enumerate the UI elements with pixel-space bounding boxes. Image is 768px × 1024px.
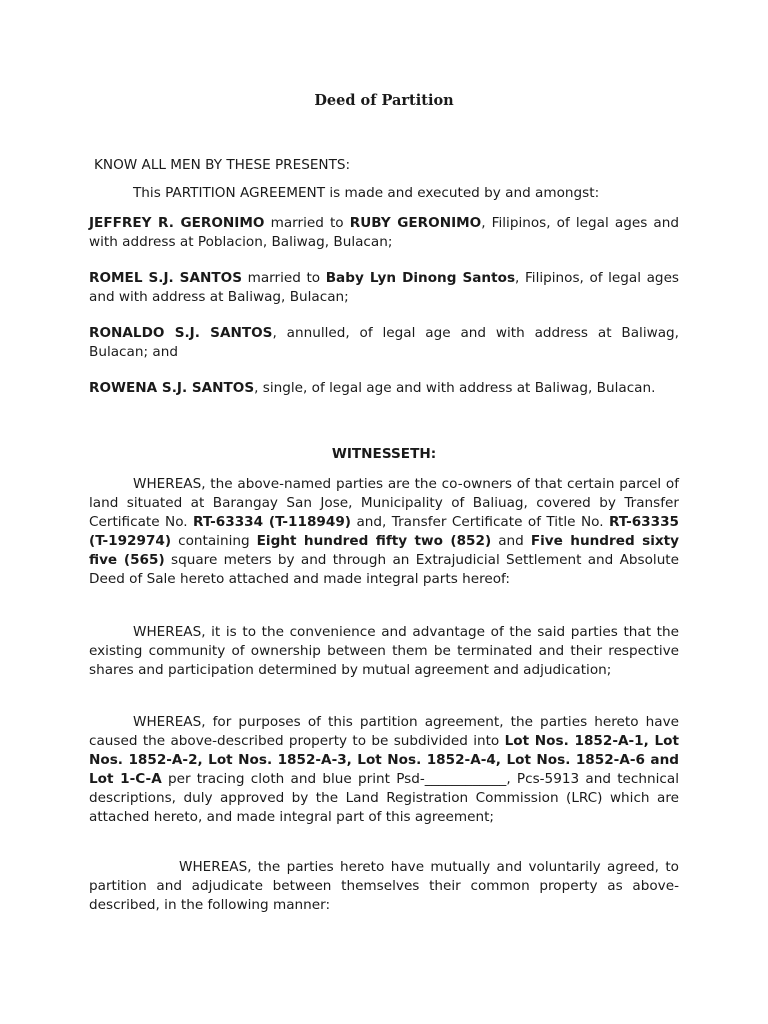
party-text: married to	[241, 270, 326, 286]
whereas-text: per tracing cloth and blue print Psd-____________, Pcs-5913 and technical descriptions, duly approved by the Land Registration Commission (LRC) which are attached hereto, and made integral part of this agreement;	[89, 771, 679, 825]
whereas-text: WHEREAS, for purposes of this partition agreement, the parties hereto have caused the above-described property to be subdivided into	[89, 714, 679, 749]
party-paragraph	[89, 214, 679, 252]
whereas-text: WHEREAS, the above-named parties are the co-owners of that certain parcel of land situated at Barangay San Jose, Municipality of Baliuag, covered by Transfer Certificate No.	[89, 476, 679, 530]
party-text: , Filipinos, of legal ages and with address at Poblacion, Baliwag, Bulacan;	[89, 215, 679, 250]
party-text: , single, of legal age and with address at Baliwag, Bulacan.	[254, 380, 656, 396]
party-name: ROWENA S.J. SANTOS	[89, 380, 255, 396]
party-spouse: Baby Lyn Dinong Santos	[325, 270, 516, 286]
whereas-bold: Five hundred sixty five (565)	[89, 533, 680, 568]
party-text: married to	[264, 215, 350, 231]
witnesseth-heading: WITNESSETH:	[331, 446, 437, 462]
document-title: Deed of Partition	[314, 92, 454, 109]
opening-line: This PARTITION AGREEMENT is made and executed by and amongst:	[133, 185, 600, 201]
whereas-text: WHEREAS, the parties hereto have mutually and voluntarily agreed, to partition and adjudicate between themselves their common property as above-described, in the following manner:	[89, 859, 679, 913]
party-name: ROMEL S.J. SANTOS	[89, 270, 242, 286]
whereas-text: square meters by and through an Extrajudicial Settlement and Absolute Deed of Sale hereto attached and made integral parts hereof:	[89, 552, 679, 587]
whereas-text: containing	[171, 533, 257, 549]
party-paragraph	[89, 324, 679, 362]
whereas-paragraph	[89, 858, 679, 915]
whereas-bold: Eight hundred fifty two (852)	[256, 533, 492, 549]
party-paragraph	[89, 379, 679, 398]
whereas-bold: RT-63334 (T-118949)	[193, 514, 352, 530]
whereas-text: WHEREAS, it is to the convenience and advantage of the said parties that the existing community of ownership between them be terminated and their respective shares and participation determined by mutual agreement and adjudication;	[89, 624, 679, 678]
party-text: , annulled, of legal age and with address at Baliwag, Bulacan; and	[89, 325, 679, 360]
whereas-bold: RT-63335 (T-192974)	[89, 514, 680, 549]
whereas-text: and	[491, 533, 531, 549]
whereas-paragraph	[89, 475, 679, 589]
party-text: , Filipinos, of legal ages and with address at Baliwag, Bulacan;	[89, 270, 680, 305]
whereas-paragraph	[89, 713, 679, 827]
party-name: JEFFREY R. GERONIMO	[89, 215, 265, 231]
party-paragraph	[89, 269, 679, 307]
whereas-bold: Lot Nos. 1852-A-1, Lot Nos. 1852-A-2, Lot Nos. 1852-A-3, Lot Nos. 1852-A-4, Lot Nos. 1852-A-6 and Lot 1-C-A	[89, 733, 679, 787]
party-spouse: RUBY GERONIMO	[349, 215, 482, 231]
intro-line: KNOW ALL MEN BY THESE PRESENTS:	[94, 157, 351, 173]
whereas-paragraph	[89, 623, 679, 680]
whereas-text: and, Transfer Certificate of Title No.	[351, 514, 609, 530]
party-name: RONALDO S.J. SANTOS	[89, 325, 273, 341]
